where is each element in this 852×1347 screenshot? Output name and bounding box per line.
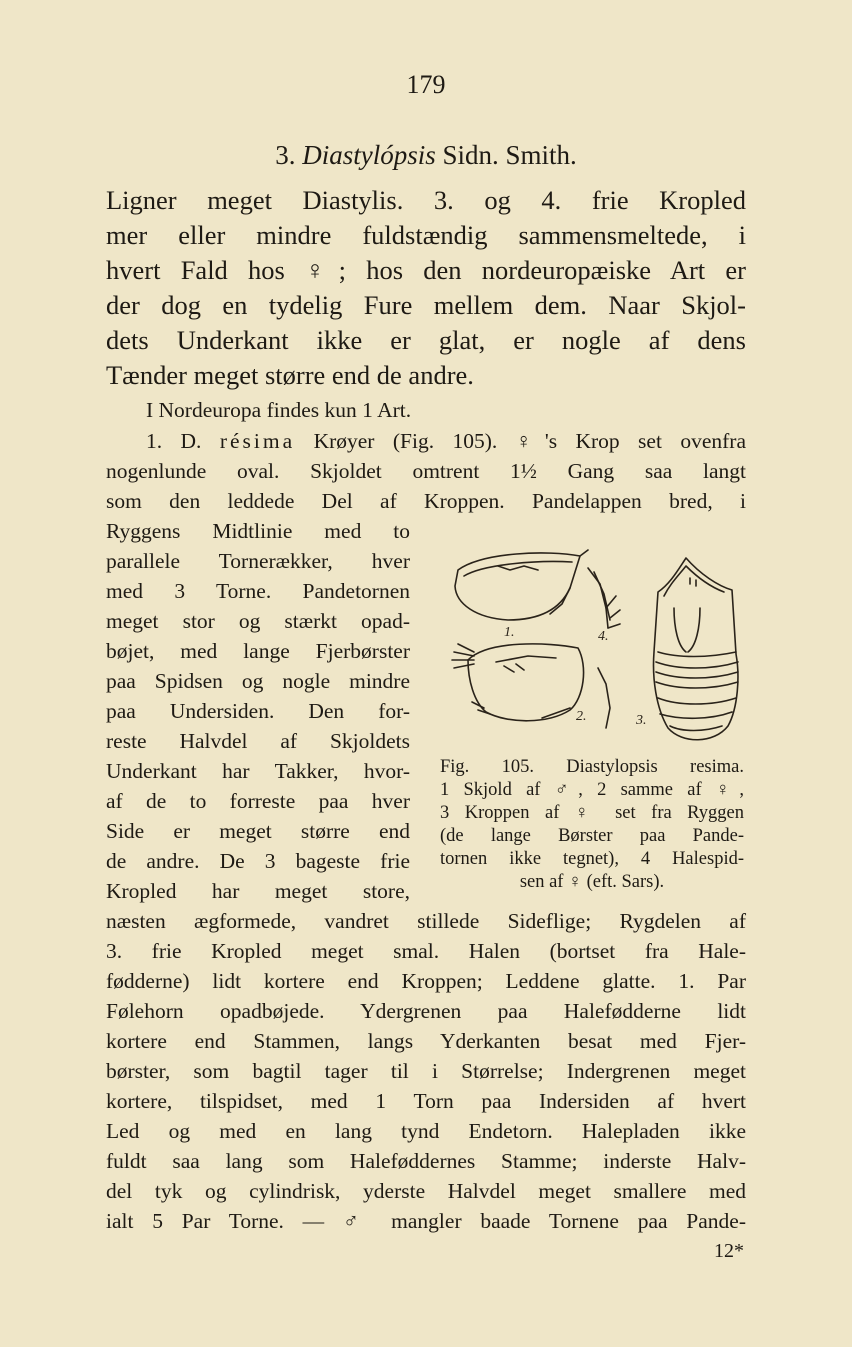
caption-line: Fig. 105. Diastylopsis resima. bbox=[440, 757, 744, 777]
species-line: nogenlunde oval. Skjoldet omtrent 1½ Gang saa langt bbox=[106, 459, 746, 483]
continuation-line: ialt 5 Par Torne. — ♂ mangler baade Tornene paa Pande- bbox=[106, 1209, 746, 1233]
figure-part-2-carapace-female bbox=[452, 644, 584, 721]
figure-part-4-tail-tip bbox=[588, 568, 620, 728]
intro-line: Tænder meget større end de andre. bbox=[106, 360, 474, 390]
intro-line: Ligner meget Diastylis. 3. og 4. frie Kropled bbox=[106, 185, 746, 215]
column-line: Side er meget større end bbox=[106, 819, 410, 843]
intro-line: hvert Fald hos ♀; hos den nordeuropæiske Art er bbox=[106, 255, 746, 285]
column-line: bøjet, med lange Fjerbørster bbox=[106, 639, 410, 663]
intro-line: mer eller mindre fuldstændig sammensmeltede, i bbox=[106, 220, 746, 250]
continuation-line: fuldt saa lang som Haleføddernes Stamme; inderste Halv- bbox=[106, 1149, 746, 1173]
species-name: résima bbox=[219, 429, 296, 453]
species-line: som den leddede Del af Kroppen. Pandelappen bred, i bbox=[106, 489, 746, 513]
figure-105 bbox=[438, 548, 746, 753]
caption-line: 1 Skjold af ♂, 2 samme af ♀, bbox=[440, 780, 744, 800]
intro-line: der dog en tydelig Fure mellem dem. Naar Skjol- bbox=[106, 290, 746, 320]
figure-label: 1. bbox=[504, 625, 515, 640]
column-line: parallele Tornerækker, hver bbox=[106, 549, 410, 573]
page-number: 179 bbox=[406, 70, 446, 99]
figure-illustration bbox=[438, 548, 746, 753]
genus-heading bbox=[0, 140, 852, 171]
caption-line: (de lange Børster paa Pande- bbox=[440, 826, 744, 846]
continuation-line: Følehorn opadbøjede. Ydergrenen paa Halefødderne lidt bbox=[106, 999, 746, 1023]
caption-line: sen af ♀ (eft. Sars). bbox=[519, 872, 665, 892]
continuation-line: børster, som bagtil tager til i Størrelse; Indergrenen meget bbox=[106, 1059, 746, 1083]
caption-line: 3 Kroppen af ♀ set fra Ryggen bbox=[440, 803, 744, 823]
column-line: Ryggens Midtlinie med to bbox=[106, 519, 410, 543]
continuation-line: del tyk og cylindrisk, yderste Halvdel meget smallere med bbox=[106, 1179, 746, 1203]
column-line: paa Spidsen og nogle mindre bbox=[106, 669, 410, 693]
figure-part-3-body-female bbox=[654, 558, 738, 740]
intro-line: dets Underkant ikke er glat, er nogle af dens bbox=[106, 325, 746, 355]
continuation-line: Led og med en lang tynd Endetorn. Halepladen ikke bbox=[106, 1119, 746, 1143]
species-line bbox=[146, 429, 746, 454]
column-line: Kropled har meget store, bbox=[106, 879, 410, 903]
species-count: I Nordeuropa findes kun 1 Art. bbox=[146, 398, 412, 422]
continuation-line: fødderne) lidt kortere end Kroppen; Leddene glatte. 1. Par bbox=[106, 969, 746, 993]
column-line: reste Halvdel af Skjoldets bbox=[106, 729, 410, 753]
species-prefix: 1. D. bbox=[146, 429, 202, 453]
caption-line: tornen ikke tegnet), 4 Halespid- bbox=[440, 849, 744, 869]
continuation-line: kortere, tilspidset, med 1 Torn paa Indersiden af hvert bbox=[106, 1089, 746, 1113]
signature-mark: 12* bbox=[714, 1240, 744, 1262]
column-line: Underkant har Takker, hvor- bbox=[106, 759, 410, 783]
column-line: de andre. De 3 bageste frie bbox=[106, 849, 410, 873]
species-line-rest: Krøyer (Fig. 105). ♀'s Krop set ovenfra bbox=[313, 429, 746, 453]
continuation-line: kortere end Stammen, langs Yderkanten besat med Fjer- bbox=[106, 1029, 746, 1053]
continuation-line: næsten ægformede, vandret stillede Sideflige; Rygdelen af bbox=[106, 909, 746, 933]
column-line: af de to forreste paa hver bbox=[106, 789, 410, 813]
figure-label: 3. bbox=[636, 713, 647, 728]
figure-part-1-carapace-male bbox=[455, 550, 588, 620]
continuation-line: 3. frie Kropled meget smal. Halen (bortset fra Hale- bbox=[106, 939, 746, 963]
figure-label: 2. bbox=[576, 709, 587, 724]
genus-name: Diastylópsis bbox=[302, 140, 436, 170]
heading-number: 3. bbox=[275, 140, 296, 170]
genus-author: Sidn. Smith. bbox=[442, 140, 577, 170]
column-line: meget stor og stærkt opad- bbox=[106, 609, 410, 633]
figure-label: 4. bbox=[598, 629, 609, 644]
column-line: paa Undersiden. Den for- bbox=[106, 699, 410, 723]
column-line: med 3 Torne. Pandetornen bbox=[106, 579, 410, 603]
